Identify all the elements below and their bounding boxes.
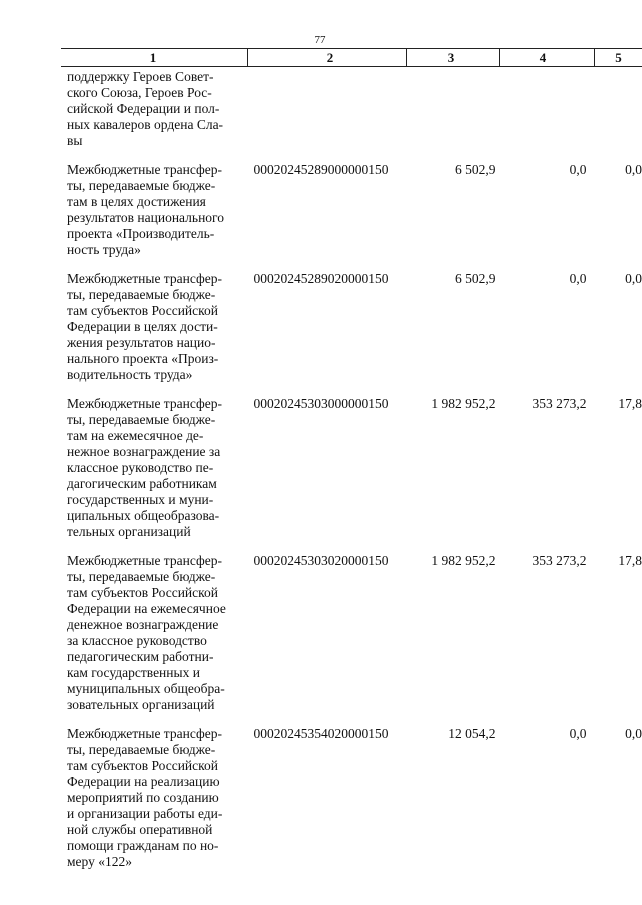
- row-value-5: [595, 67, 642, 163]
- row-value-5: 0,0: [625, 271, 642, 286]
- row-name: Межбюджетные трансфер- ты, передаваемые бюдже- там субъектов Российской Федерации на ежемесячное денежное вознаграждение за классное руководство педагогическим работни- кам государственных и муниципальных общеобра- зовательных организаций: [67, 553, 226, 712]
- row-value-5: 17,8: [618, 396, 642, 411]
- row-name: Межбюджетные трансфер- ты, передаваемые бюдже- там на ежемесячное де- нежное вознаграждение за классное руководство пе- дагогическим работникам государственных и муни- ципальных общеобразова- тельных организаций: [67, 396, 222, 539]
- budget-table: [61, 48, 642, 870]
- table-row: [61, 726, 642, 870]
- row-name: поддержку Героев Совет- ского Союза, Героев Рос- сийской Федерации и пол- ных кавалеров ордена Сла- вы: [67, 69, 224, 148]
- column-header-1: 1: [61, 49, 248, 67]
- row-value-4: 0,0: [569, 726, 587, 741]
- row-value-5: 17,8: [618, 553, 642, 568]
- row-code: 00020245289020000150: [253, 271, 389, 286]
- row-code: 00020245303000000150: [253, 396, 389, 411]
- column-header-2: 2: [248, 49, 407, 67]
- column-header-4: 4: [500, 49, 595, 67]
- row-name: Межбюджетные трансфер- ты, передаваемые бюдже- там субъектов Российской Федерации на реализацию мероприятий по созданию и организации работы еди- ной службы оперативной помощи гражданам по но- меру «122»: [67, 726, 223, 869]
- table-row: [61, 396, 642, 553]
- table-row: [61, 67, 642, 163]
- row-value-4: 0,0: [569, 271, 587, 286]
- table-row: [61, 162, 642, 271]
- row-value-4: 0,0: [569, 162, 587, 177]
- row-value-3: [407, 67, 500, 163]
- row-value-5: 0,0: [625, 726, 642, 741]
- page-number: 77: [314, 34, 326, 46]
- column-header-5: 5: [595, 49, 642, 67]
- row-value-4: 353 273,2: [532, 553, 587, 568]
- row-name: Межбюджетные трансфер- ты, передаваемые бюдже- там в целях достижения результатов национального проекта «Производитель- ность труда»: [67, 162, 224, 257]
- row-value-4: 353 273,2: [532, 396, 587, 411]
- row-value-3: 1 982 952,2: [431, 553, 496, 568]
- row-value-3: 12 054,2: [448, 726, 496, 741]
- row-value-5: 0,0: [625, 162, 642, 177]
- row-value-3: 6 502,9: [455, 162, 496, 177]
- row-name: Межбюджетные трансфер- ты, передаваемые бюдже- там субъектов Российской Федерации в целях дости- жения результатов нацио- нального проекта «Произ- водительность труда»: [67, 271, 222, 382]
- row-code: 00020245303020000150: [253, 553, 389, 568]
- row-value-3: 1 982 952,2: [431, 396, 496, 411]
- table-row: [61, 271, 642, 396]
- row-value-3: 6 502,9: [455, 271, 496, 286]
- table-row: [61, 553, 642, 726]
- row-value-4: [500, 67, 595, 163]
- row-code: 00020245354020000150: [253, 726, 389, 741]
- column-header-3: 3: [407, 49, 500, 67]
- row-code: 00020245289000000150: [253, 162, 389, 177]
- table-header-row: [61, 49, 642, 67]
- row-code: [248, 67, 407, 163]
